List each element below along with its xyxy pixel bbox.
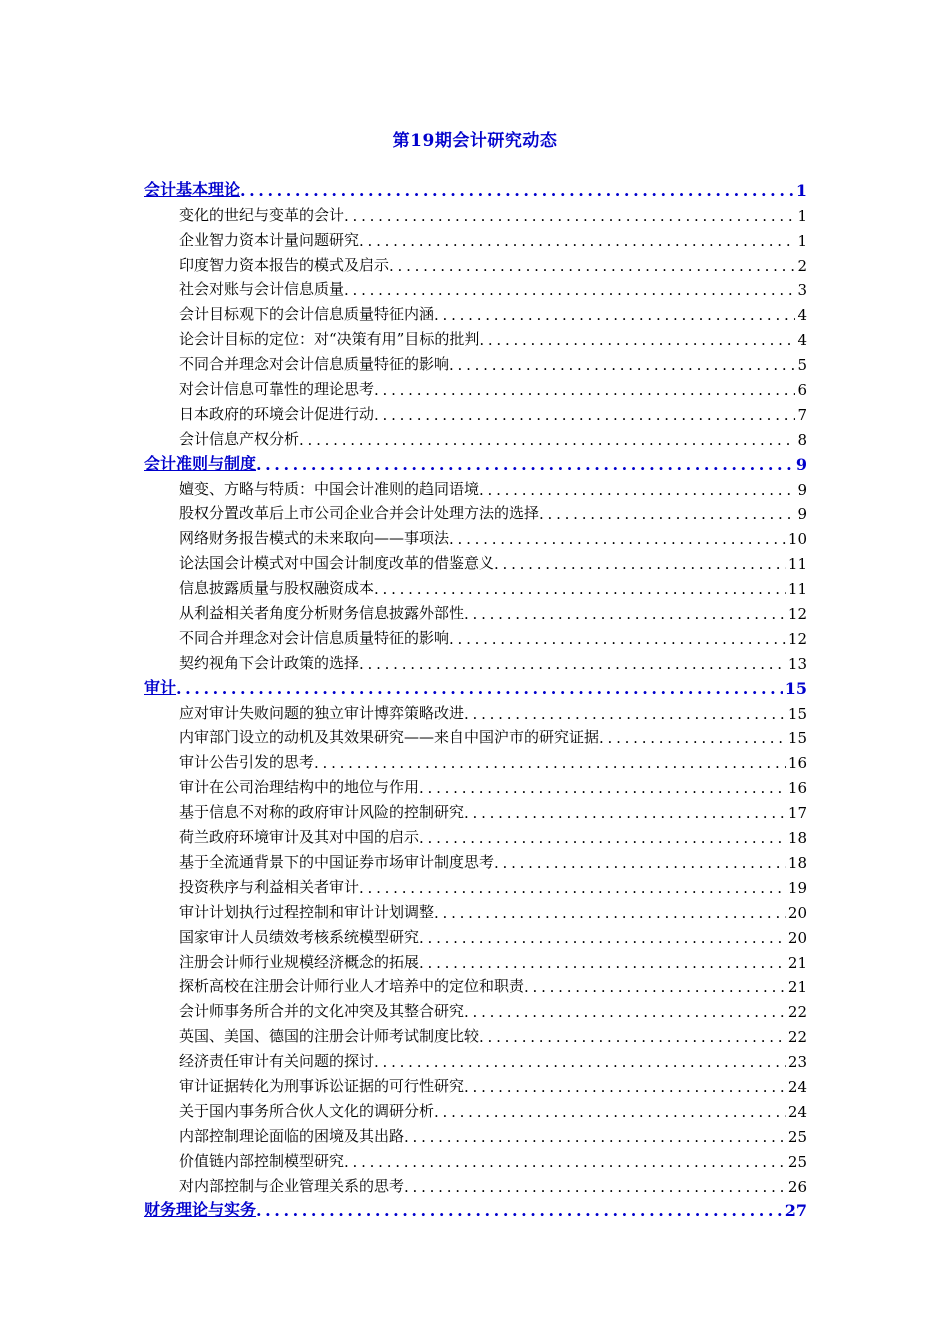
- toc-entry-title: 企业智力资本计量问题研究: [179, 230, 360, 249]
- dot-leader: [449, 630, 786, 648]
- toc-entry-link[interactable]: [144, 772, 807, 797]
- toc-entry-title: 英国、美国、德国的注册会计师考试制度比较: [179, 1027, 480, 1046]
- toc-section-link[interactable]: [144, 673, 807, 698]
- toc-page-number: 17: [787, 804, 807, 823]
- toc-entry-link[interactable]: [144, 698, 807, 723]
- toc-page-number: 2: [797, 256, 807, 275]
- dot-leader: [464, 1078, 786, 1096]
- toc-entry-link[interactable]: [144, 1121, 807, 1146]
- toc-entry-link[interactable]: [144, 872, 807, 897]
- toc-page-number: 11: [787, 580, 807, 599]
- toc-page-number: 1: [795, 180, 807, 200]
- toc-page-number: 16: [787, 754, 807, 773]
- dot-leader: [434, 904, 786, 922]
- toc-page-number: 24: [787, 1102, 807, 1121]
- toc-entry-link[interactable]: [144, 349, 807, 374]
- dot-leader: [359, 655, 786, 673]
- toc-entry-link[interactable]: [144, 598, 807, 623]
- dot-leader: [344, 207, 795, 225]
- toc-entry-title: 变化的世纪与变革的会计: [179, 205, 345, 224]
- dot-leader: [299, 431, 795, 449]
- toc-page-number: 26: [787, 1177, 807, 1196]
- dot-leader: [479, 331, 795, 349]
- toc-entry-title: 国家审计人员绩效考核系统模型研究: [179, 927, 420, 946]
- toc-entry-link[interactable]: [144, 324, 807, 349]
- toc-entry-link[interactable]: [144, 648, 807, 673]
- toc-page-number: 15: [784, 678, 807, 698]
- toc-page-number: 23: [787, 1053, 807, 1072]
- toc-entry-title: 对内部控制与企业管理关系的思考: [179, 1176, 405, 1195]
- toc-entry-title: 印度智力资本报告的模式及启示: [179, 255, 390, 274]
- dot-leader: [494, 854, 786, 872]
- toc-entry-title: 不同合并理念对会计信息质量特征的影响: [179, 628, 450, 647]
- toc-entry-link[interactable]: [144, 1171, 807, 1196]
- toc-entry-title: 审计计划执行过程控制和审计计划调整: [179, 902, 435, 921]
- toc-page-number: 1: [797, 206, 807, 225]
- toc-entry-link[interactable]: [144, 623, 807, 648]
- toc-entry-link[interactable]: [144, 474, 807, 499]
- toc-entry-title: 探析高校在注册会计师行业人才培养中的定位和职责: [179, 977, 525, 996]
- dot-leader: [374, 381, 795, 399]
- toc-entry-link[interactable]: [144, 1071, 807, 1096]
- toc-entry-link[interactable]: [144, 822, 807, 847]
- toc-entry-title: 投资秩序与利益相关者审计: [179, 877, 360, 896]
- toc-section-title: 审计: [144, 677, 177, 697]
- dot-leader: [359, 232, 795, 250]
- toc-entry-link[interactable]: [144, 200, 807, 225]
- toc-entry-link[interactable]: [144, 797, 807, 822]
- dot-leader: [599, 729, 786, 747]
- toc-entry-title: 股权分置改革后上市公司企业合并会计处理方法的选择: [179, 504, 540, 523]
- dot-leader: [449, 356, 795, 374]
- toc-page-number: 9: [797, 505, 807, 524]
- toc-entry-link[interactable]: [144, 947, 807, 972]
- toc-entry-title: 社会对账与会计信息质量: [179, 280, 345, 299]
- toc-entry-title: 内部控制理论面临的困境及其出路: [179, 1126, 405, 1145]
- toc-entry-title: 审计在公司治理结构中的地位与作用: [179, 778, 420, 797]
- toc-page-number: 11: [787, 555, 807, 574]
- toc-entry-title: 论法国会计模式对中国会计制度改革的借鉴意义: [179, 554, 495, 573]
- dot-leader: [464, 605, 786, 623]
- toc-page-number: 4: [797, 306, 807, 325]
- toc-entry-title: 网络财务报告模式的未来取向——事项法: [179, 529, 450, 548]
- toc-entry-link[interactable]: [144, 548, 807, 573]
- table-of-contents: [144, 175, 807, 1220]
- dot-leader: [419, 779, 786, 797]
- toc-page-number: 22: [787, 1028, 807, 1047]
- toc-page-number: 12: [787, 629, 807, 648]
- toc-entry-title: 应对审计失败问题的独立审计博弈策略改进: [179, 703, 465, 722]
- dot-leader: [434, 306, 795, 324]
- toc-entry-link[interactable]: [144, 374, 807, 399]
- dot-leader: [256, 1201, 783, 1220]
- toc-entry-title: 荷兰政府环境审计及其对中国的启示: [179, 828, 420, 847]
- toc-entry-title: 不同合并理念对会计信息质量特征的影响: [179, 355, 450, 374]
- toc-entry-title: 会计师事务所合并的文化冲突及其整合研究: [179, 1002, 465, 1021]
- toc-entry-link[interactable]: [144, 399, 807, 424]
- toc-page-number: 10: [787, 530, 807, 549]
- dot-leader: [344, 1153, 786, 1171]
- toc-page-number: 9: [795, 454, 807, 474]
- dot-leader: [479, 1028, 786, 1046]
- toc-section-link[interactable]: [144, 175, 807, 200]
- toc-page-number: 15: [787, 704, 807, 723]
- toc-entry-title: 价值链内部控制模型研究: [179, 1151, 345, 1170]
- toc-entry-title: 基于全流通背景下的中国证券市场审计制度思考: [179, 852, 495, 871]
- toc-entry-link[interactable]: [144, 847, 807, 872]
- toc-entry-title: 会计目标观下的会计信息质量特征内涵: [179, 305, 435, 324]
- dot-leader: [256, 455, 794, 474]
- toc-entry-title: 对会计信息可靠性的理论思考: [179, 380, 375, 399]
- dot-leader: [494, 555, 786, 573]
- dot-leader: [344, 281, 795, 299]
- toc-entry-link[interactable]: [144, 424, 807, 449]
- toc-entry-title: 审计公告引发的思考: [179, 753, 315, 772]
- dot-leader: [464, 1003, 786, 1021]
- toc-entry-title: 论会计目标的定位：对“决策有用”目标的批判: [179, 330, 480, 349]
- page-title: 第19期会计研究动态: [392, 131, 558, 151]
- toc-entry-link[interactable]: [144, 1046, 807, 1071]
- toc-entry-link[interactable]: [144, 299, 807, 324]
- toc-page-number: 16: [787, 779, 807, 798]
- dot-leader: [314, 754, 786, 772]
- toc-section-title: 会计基本理论: [144, 179, 241, 199]
- toc-entry-title: 内审部门设立的动机及其效果研究——来自中国沪市的研究证据: [179, 728, 600, 747]
- toc-entry-title: 关于国内事务所合伙人文化的调研分析: [179, 1101, 435, 1120]
- toc-page-number: 24: [787, 1077, 807, 1096]
- dot-leader: [449, 530, 786, 548]
- toc-page-number: 8: [797, 430, 807, 449]
- toc-entry-link[interactable]: [144, 573, 807, 598]
- toc-entry-title: 日本政府的环境会计促进行动: [179, 404, 375, 423]
- toc-section-title: 会计准则与制度: [144, 453, 257, 473]
- dot-leader: [240, 181, 794, 200]
- toc-entry-title: 注册会计师行业规模经济概念的拓展: [179, 952, 420, 971]
- toc-entry-link[interactable]: [144, 1021, 807, 1046]
- toc-page-number: 25: [787, 1152, 807, 1171]
- toc-entry-link[interactable]: [144, 747, 807, 772]
- toc-section-link[interactable]: [144, 1196, 807, 1221]
- toc-entry-title: 契约视角下会计政策的选择: [179, 653, 360, 672]
- toc-page-number: 6: [797, 381, 807, 400]
- dot-leader: [374, 1053, 786, 1071]
- toc-page-number: 3: [797, 281, 807, 300]
- toc-entry-link[interactable]: [144, 250, 807, 275]
- toc-page-number: 15: [787, 729, 807, 748]
- toc-page-number: 21: [787, 978, 807, 997]
- toc-entry-title: 信息披露质量与股权融资成本: [179, 579, 375, 598]
- toc-entry-link[interactable]: [144, 275, 807, 300]
- dot-leader: [389, 257, 795, 275]
- dot-leader: [374, 406, 795, 424]
- toc-page-number: 25: [787, 1127, 807, 1146]
- dot-leader: [404, 1178, 786, 1196]
- dot-leader: [479, 481, 795, 499]
- toc-page-number: 19: [787, 878, 807, 897]
- toc-entry-link[interactable]: [144, 723, 807, 748]
- toc-entry-link[interactable]: [144, 996, 807, 1021]
- dot-leader: [359, 879, 786, 897]
- dot-leader: [419, 829, 786, 847]
- toc-page-number: 27: [784, 1201, 807, 1221]
- toc-entry-title: 从利益相关者角度分析财务信息披露外部性: [179, 604, 465, 623]
- toc-section-title: 财务理论与实务: [144, 1200, 257, 1220]
- toc-entry-title: 经济责任审计有关问题的探讨: [179, 1052, 375, 1071]
- dot-leader: [374, 580, 786, 598]
- toc-page-number: 22: [787, 1003, 807, 1022]
- toc-page-number: 7: [797, 405, 807, 424]
- toc-entry-link[interactable]: [144, 972, 807, 997]
- toc-entry-title: 审计证据转化为刑事诉讼证据的可行性研究: [179, 1076, 465, 1095]
- dot-leader: [464, 804, 786, 822]
- dot-leader: [434, 1103, 786, 1121]
- toc-page-number: 20: [787, 903, 807, 922]
- toc-entry-title: 会计信息产权分析: [179, 429, 300, 448]
- toc-entry-title: 基于信息不对称的政府审计风险的控制研究: [179, 803, 465, 822]
- toc-entry-link[interactable]: [144, 523, 807, 548]
- toc-entry-title: 嬗变、方略与特质：中国会计准则的趋同语境: [179, 479, 480, 498]
- toc-entry-link[interactable]: [144, 1146, 807, 1171]
- toc-page-number: 18: [787, 853, 807, 872]
- toc-page-number: 4: [797, 331, 807, 350]
- toc-page-number: 18: [787, 829, 807, 848]
- toc-entry-link[interactable]: [144, 499, 807, 524]
- toc-page-number: 1: [797, 231, 807, 250]
- toc-page-number: 20: [787, 928, 807, 947]
- toc-entry-link[interactable]: [144, 922, 807, 947]
- dot-leader: [464, 705, 786, 723]
- dot-leader: [419, 929, 786, 947]
- toc-entry-link[interactable]: [144, 1096, 807, 1121]
- toc-page-number: 5: [797, 356, 807, 375]
- toc-page-number: 13: [787, 654, 807, 673]
- dot-leader: [539, 505, 795, 523]
- dot-leader: [176, 679, 783, 698]
- toc-page-number: 21: [787, 953, 807, 972]
- toc-page-number: 9: [797, 480, 807, 499]
- dot-leader: [419, 954, 786, 972]
- dot-leader: [524, 978, 786, 996]
- toc-page-number: 12: [787, 605, 807, 624]
- dot-leader: [404, 1128, 786, 1146]
- toc-section-link[interactable]: [144, 449, 807, 474]
- toc-entry-link[interactable]: [144, 225, 807, 250]
- toc-entry-link[interactable]: [144, 897, 807, 922]
